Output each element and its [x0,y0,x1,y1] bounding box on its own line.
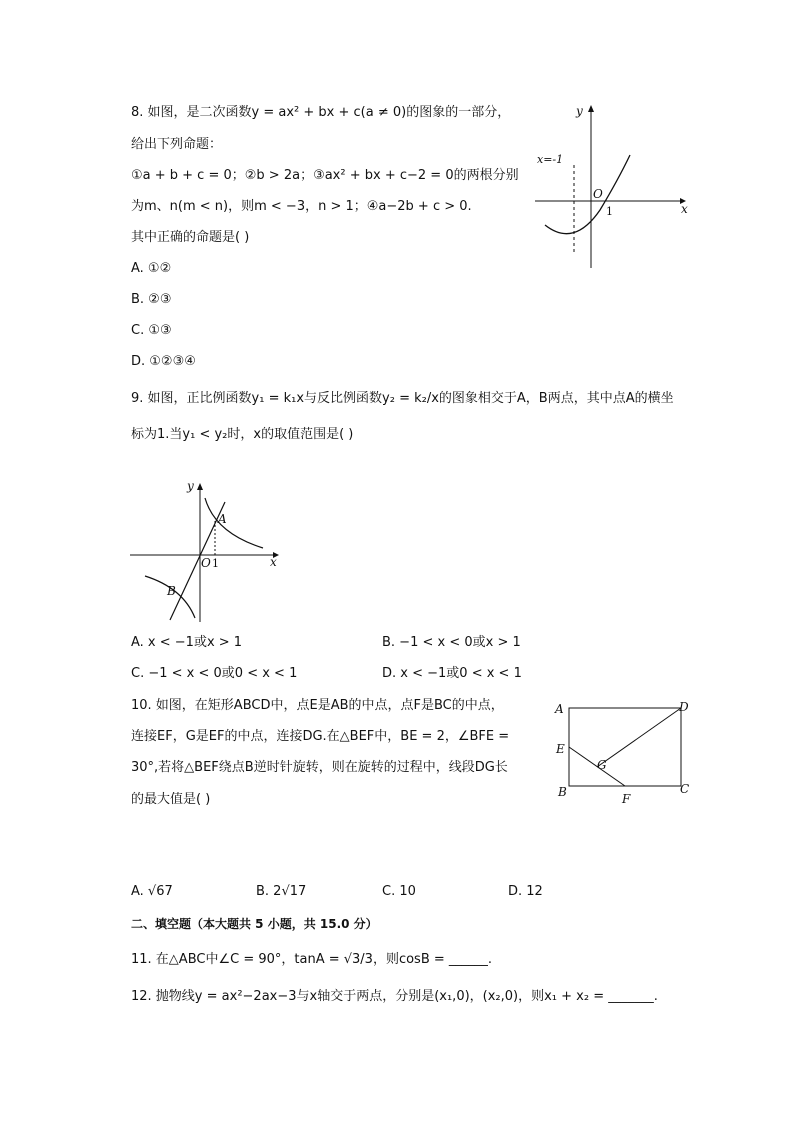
q10-label-a: A [555,702,564,716]
q10-label-e: E [556,742,565,756]
q10-label-f: F [622,792,631,806]
q11-line: 11. 在△ABC中∠C = 90°，tanA = √3/3，则cosB = ______. [131,952,493,967]
q8-line1: 8. 如图，是二次函数y = ax² + bx + c(a ≠ 0)的图象的一部分， [131,105,511,120]
q9-y-arrow [197,483,203,490]
q9-tick-label: 1 [212,557,219,570]
q9-option-d: D. x < −1或0 < x < 1 [382,666,522,681]
q9-point-a: A [218,512,227,526]
q12-line: 12. 抛物线y = ax²−2ax−3与x轴交于两点，分别是(x₁,0)，(x₂,0)，则x₁ + x₂ = _______. [131,989,658,1004]
q8-x-label: x [681,202,688,216]
q9-x-label: x [270,555,277,569]
q8-axis-label: x=-1 [537,153,564,166]
q8-parabola-curve [545,155,630,234]
q10-option-d: D. 12 [508,884,543,899]
q10-label-c: C [680,782,690,796]
q9-option-c: C. −1 < x < 0或0 < x < 1 [131,666,298,681]
q9-option-a: A. x < −1或x > 1 [131,635,243,650]
q9-point-b: B [167,584,176,598]
q10-option-c: C. 10 [382,884,416,899]
q10-line3: 30°,若将△BEF绕点B逆时针旋转，则在旋转的过程中，线段DG长 [131,760,508,775]
q8-y-label: y [576,104,583,118]
q10-rectangle-figure [553,698,698,808]
q8-option-b: B. ②③ [131,292,172,307]
q8-option-a: A. ①② [131,261,172,276]
section-heading-fill-blank: 二、填空题（本大题共 5 小题，共 15.0 分） [131,917,378,931]
q10-label-g: G [597,758,607,772]
q8-line2: 给出下列命题： [131,137,223,152]
q8-y-arrow [588,105,594,112]
q8-line4: 为m、n(m < n)，则m < −3，n > 1；④a−2b + c > 0. [131,199,472,214]
q9-line1: 9. 如图，正比例函数y₁ = k₁x与反比例函数y₂ = k₂/x的图象相交于A，B两点，其中点A的横坐 [131,391,674,406]
q9-hyperbola-upper [205,498,263,548]
q9-option-b: B. −1 < x < 0或x > 1 [382,635,521,650]
q10-segment-dg [597,708,681,767]
q8-line3: ①a + b + c = 0；②b > 2a；③ax² + bx + c−2 = 0的两根分别 [131,168,519,183]
q10-label-b: B [558,785,567,799]
q9-y-label: y [187,479,194,493]
q10-line1: 10. 如图，在矩形ABCD中，点E是AB的中点，点F是BC的中点， [131,698,504,713]
q8-parabola-graph [530,100,695,270]
q8-option-c: C. ①③ [131,323,172,338]
q8-line5: 其中正确的命题是( ) [131,230,250,245]
q10-line4: 的最大值是( ) [131,792,211,807]
q8-option-d: D. ①②③④ [131,354,196,369]
q10-option-a: A. √67 [131,884,173,899]
q10-label-d: D [679,700,689,714]
q10-line2: 连接EF，G是EF的中点，连接DG.在△BEF中，BE = 2，∠BFE = [131,729,510,744]
q8-origin-label: O [593,187,603,201]
q9-line2: 标为1.当y₁ < y₂时，x的取值范围是( ) [131,427,354,442]
q9-function-graph [125,478,285,626]
q8-tick-label: 1 [606,205,613,218]
q9-origin-label: O [201,556,211,570]
q10-option-b: B. 2√17 [256,884,307,899]
